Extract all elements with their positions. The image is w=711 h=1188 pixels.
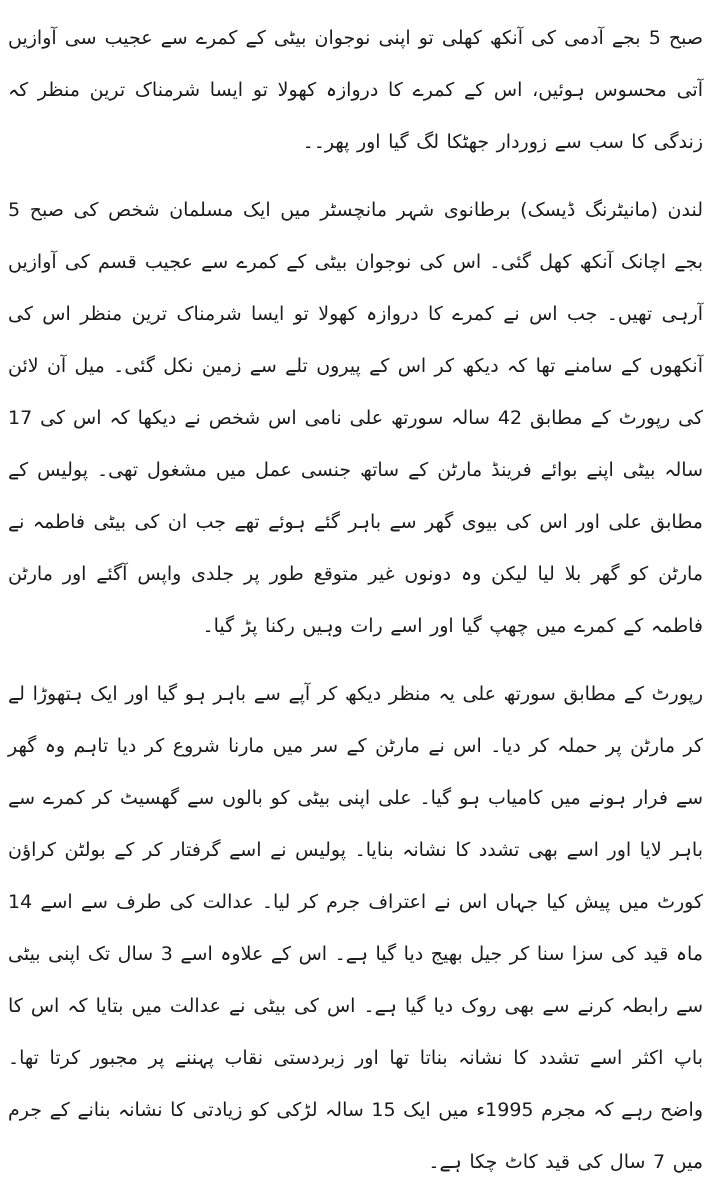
paragraph-body-2: رپورٹ کے مطابق سورتھ علی یہ منظر دیکھ کر آپے سے باہر ہو گیا اور ایک ہتھوڑا لے کر مارٹن پر حملہ کر دیا۔ اس نے مارٹن کے سر میں مارنا شروع کر دیا تاہم وہ گھر سے فرار ہونے میں کامیاب ہو گیا۔ علی اپنی بیٹی کو بالوں سے گھسیٹ کر کمرے سے باہر لایا اور اسے بھی تشدد کا نشانہ بنایا۔ پولیس نے اسے گرفتار کر کے بولٹن کراؤن کورٹ میں پیش کیا جہاں اس نے اعتراف جرم کر لیا۔ عدالت کی طرف سے اسے 14 ماہ قید کی سزا سنا کر جیل بھیج دیا گیا ہے۔ اس کے علاوہ اسے 3 سال تک اپنی بیٹی سے رابطہ کرنے سے بھی روک دیا گیا ہے۔ اس کی بیٹی نے عدالت میں بتایا کہ اس کا باپ اکثر اسے تشدد کا نشانہ بناتا تھا اور زبردستی نقاب پہننے پر مجبور کرتا تھا۔ واضح رہے کہ مجرم 1995ء میں ایک 15 سالہ لڑکی کو زیادتی کا نشانہ بنانے کے جرم میں 7 سال کی قید کاٹ چکا ہے۔ — [8, 683, 703, 1173]
paragraph-lede: صبح 5 بجے آدمی کی آنکھ کھلی تو اپنی نوجوان بیٹی کے کمرے سے عجیب سی آوازیں آتی محسوس ہوئیں، اس کے کمرے کا دروازہ کھولا تو ایسا شرمناک ترین منظر کہ زندگی کا سب سے زوردار جھٹکا لگ گیا اور پھر۔۔ — [8, 27, 704, 153]
paragraph-body-1: لندن (مانیٹرنگ ڈیسک) برطانوی شہر مانچسٹر میں ایک مسلمان شخص کی صبح 5 بجے اچانک آنکھ کھل گئی۔ اس کی نوجوان بیٹی کے کمرے سے عجیب قسم کی آوازیں آرہی تھیں۔ جب اس نے کمرے کا دروازہ کھولا تو ایسا شرمناک ترین منظر اس کی آنکھوں کے سامنے تھا کہ دیکھ کر اس کے پیروں تلے سے زمین نکل گئی۔ میل آن لائن کی رپورٹ کے مطابق 42 سالہ سورتھ علی نامی اس شخص نے دیکھا کہ اس کی 17 سالہ بیٹی اپنے بوائے فرینڈ مارٹن کے ساتھ جنسی عمل میں مشغول تھی۔ پولیس کے مطابق علی اور اس کی بیوی گھر سے باہر گئے ہوئے تھے جب ان کی بیٹی فاطمہ نے مارٹن کو گھر بلا لیا لیکن وہ دونوں غیر متوقع طور پر جلدی واپس آگئے اور مارٹن فاطمہ کے کمرے میں چھپ گیا اور اسے رات وہیں رکنا پڑ گیا۔ — [8, 199, 703, 637]
